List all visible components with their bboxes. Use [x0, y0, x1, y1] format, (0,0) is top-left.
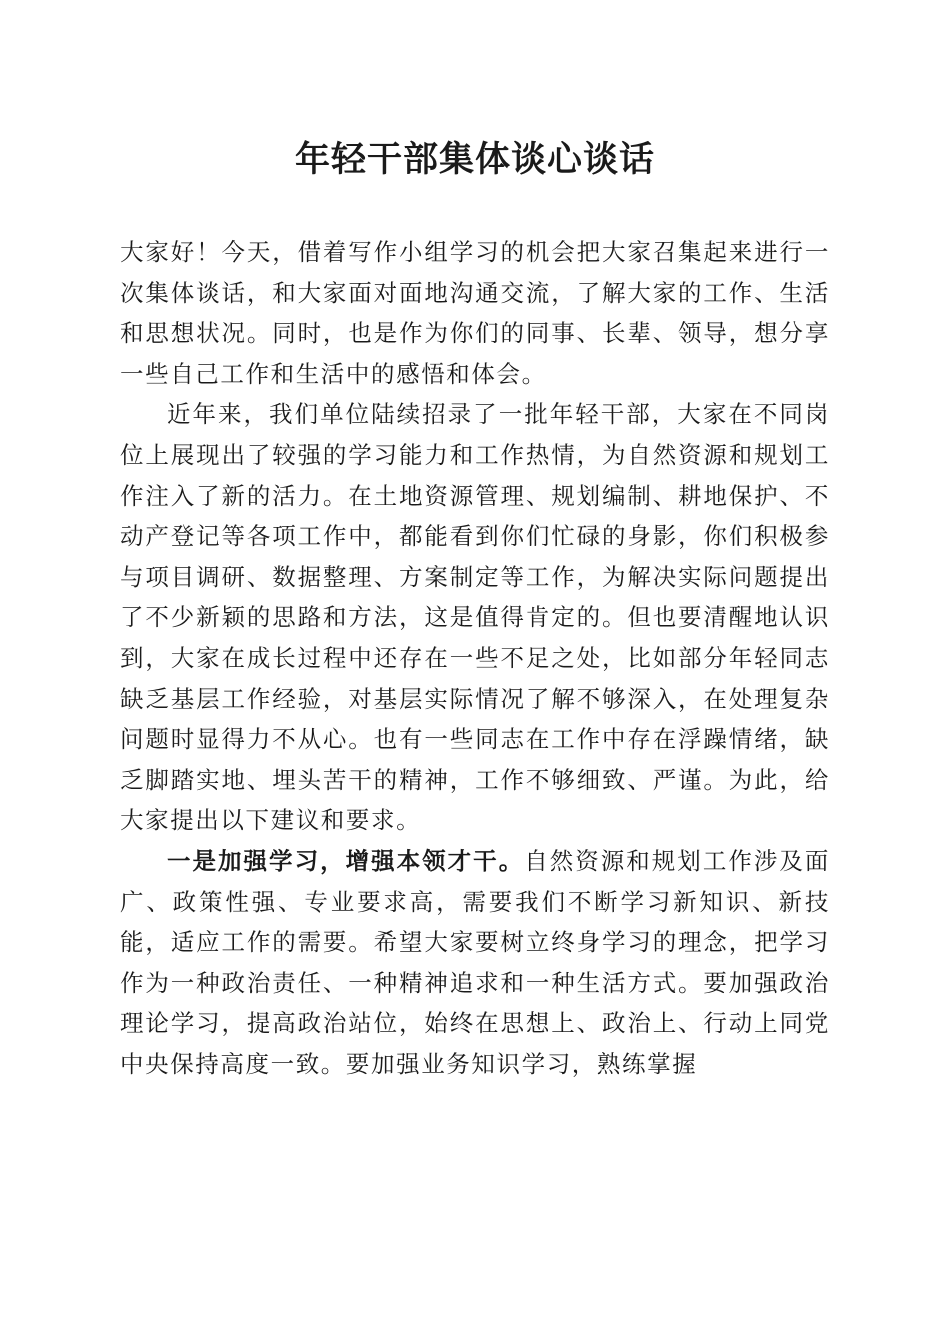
paragraph-text: 自然资源和规划工作涉及面广、政策性强、专业要求高，需要我们不断学习新知识、新技能，适应工作的需要。希望大家要树立终身学习的理念，把学习作为一种政治责任、一种精神追求和一种生活方式。要加强政治理论学习，提高政治站位，始终在思想上、政治上、行动上同党中央保持高度一致。要加强业务知识学习，熟练掌握 — [120, 846, 830, 1078]
paragraph-lead-heading: 一是加强学习，增强本领才干。 — [167, 846, 525, 875]
paragraph-greeting — [120, 232, 830, 394]
document-body — [120, 232, 830, 1084]
paragraph-text: 近年来，我们单位陆续招录了一批年轻干部，大家在不同岗位上展现出了较强的学习能力和工作热情，为自然资源和规划工作注入了新的活力。在土地资源管理、规划编制、耕地保护、不动产登记等各项工作中，都能看到你们忙碌的身影，你们积极参与项目调研、数据整理、方案制定等工作，为解决实际问题提出了不少新颖的思路和方法，这是值得肯定的。但也要清醒地认识到，大家在成长过程中还存在一些不足之处，比如部分年轻同志缺乏基层工作经验，对基层实际情况了解不够深入，在处理复杂问题时显得力不从心。也有一些同志在工作中存在浮躁情绪，缺乏脚踏实地、埋头苦干的精神，工作不够细致、严谨。为此，给大家提出以下建议和要求。 — [120, 400, 830, 835]
document-title: 年轻干部集体谈心谈话 — [294, 139, 655, 180]
paragraph-background — [120, 394, 830, 841]
paragraph-point-one — [120, 841, 830, 1085]
paragraph-text: 大家好！今天，借着写作小组学习的机会把大家召集起来进行一次集体谈话，和大家面对面地沟通交流，了解大家的工作、生活和思想状况。同时，也是作为你们的同事、长辈、领导，想分享一些自己工作和生活中的感悟和体会。 — [120, 238, 830, 388]
